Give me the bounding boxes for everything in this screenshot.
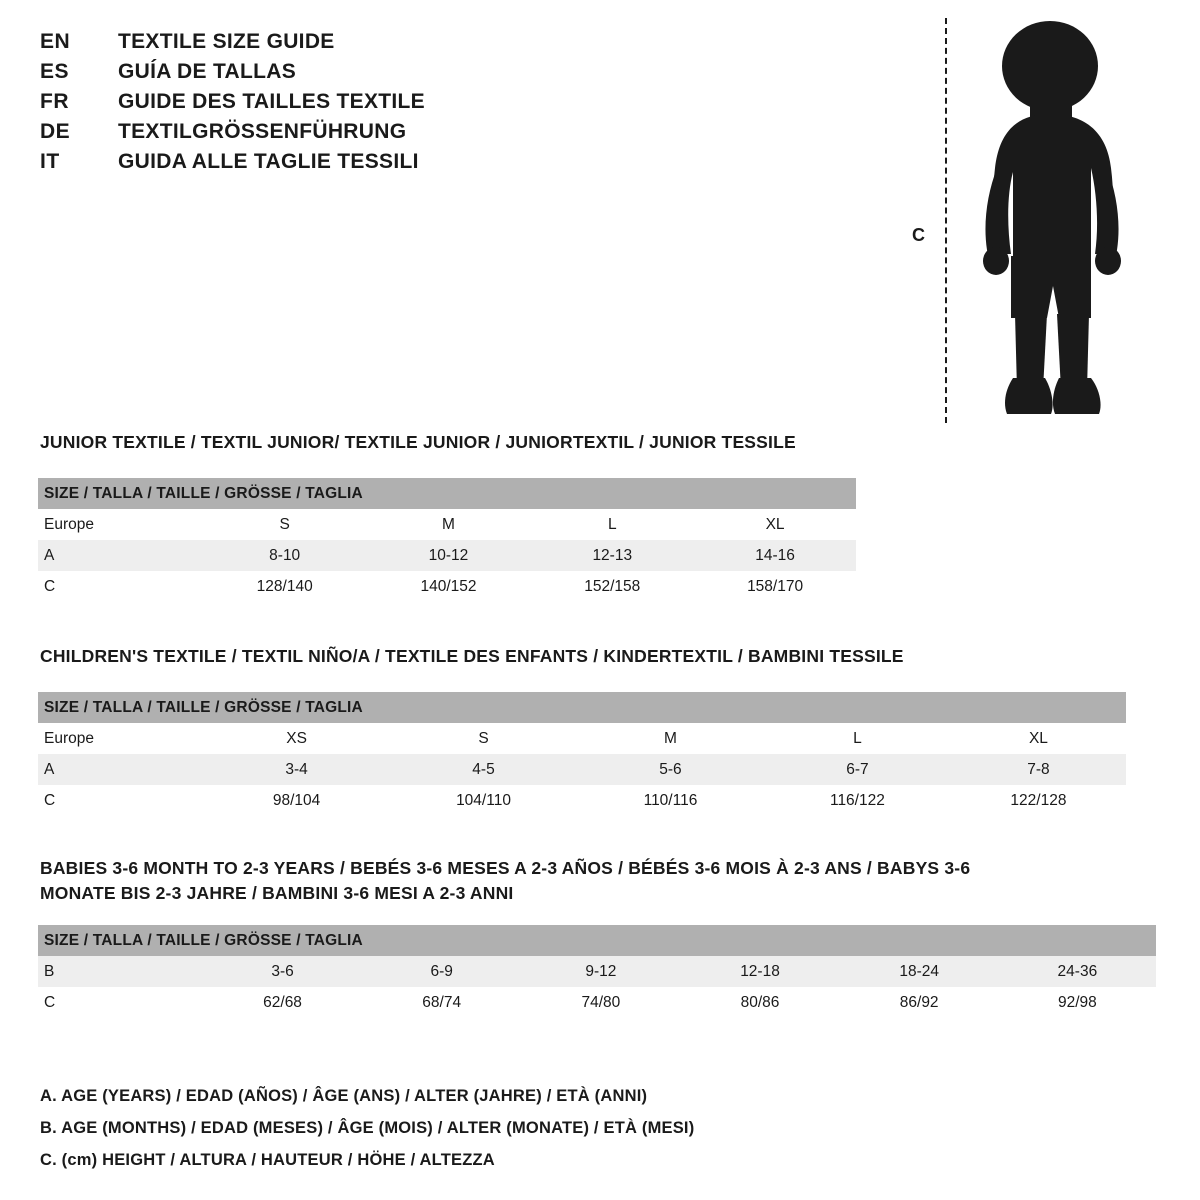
table-row xyxy=(38,571,856,602)
babies-row-c-v4: 86/92 xyxy=(840,987,999,1018)
junior-row-europe-label: Europe xyxy=(38,509,203,540)
babies-row-b-label: B xyxy=(38,956,203,987)
language-text-fr: GUIDE DES TAILLES TEXTILE xyxy=(118,90,425,113)
table-row xyxy=(38,956,1156,987)
junior-row-a-v2: 12-13 xyxy=(530,540,694,571)
height-figure xyxy=(900,10,1160,430)
babies-row-b-v5: 24-36 xyxy=(999,956,1156,987)
section-title-children: CHILDREN'S TEXTILE / TEXTIL NIÑO/A / TEXTILE DES ENFANTS / KINDERTEXTIL / BAMBINI TESSILE xyxy=(40,646,904,666)
babies-row-c-v2: 74/80 xyxy=(521,987,680,1018)
children-row-europe-v0: XS xyxy=(203,723,390,754)
junior-row-c-v0: 128/140 xyxy=(203,571,367,602)
babies-row-b-v4: 18-24 xyxy=(840,956,999,987)
babies-row-c-v0: 62/68 xyxy=(203,987,362,1018)
junior-row-europe-v2: L xyxy=(530,509,694,540)
children-row-a-v3: 6-7 xyxy=(764,754,951,785)
junior-row-europe-v1: M xyxy=(367,509,531,540)
junior-row-a-v0: 8-10 xyxy=(203,540,367,571)
junior-row-europe-v3: XL xyxy=(694,509,856,540)
junior-row-a-label: A xyxy=(38,540,203,571)
children-table-header: SIZE / TALLA / TAILLE / GRÖSSE / TAGLIA xyxy=(38,692,1126,723)
children-row-europe-v4: XL xyxy=(951,723,1126,754)
children-row-europe-v3: L xyxy=(764,723,951,754)
language-row-it xyxy=(40,150,560,174)
language-text-it: GUIDA ALLE TAGLIE TESSILI xyxy=(118,150,419,173)
language-row-es xyxy=(40,60,560,84)
babies-row-c-v5: 92/98 xyxy=(999,987,1156,1018)
children-row-a-label: A xyxy=(38,754,203,785)
language-row-en xyxy=(40,30,560,54)
junior-row-a-v3: 14-16 xyxy=(694,540,856,571)
children-row-a-v0: 3-4 xyxy=(203,754,390,785)
babies-row-b-v0: 3-6 xyxy=(203,956,362,987)
junior-row-c-v1: 140/152 xyxy=(367,571,531,602)
language-code-en: EN xyxy=(40,30,71,53)
babies-row-c-label: C xyxy=(38,987,203,1018)
table-row xyxy=(38,540,856,571)
language-code-es: ES xyxy=(40,60,70,83)
language-row-de xyxy=(40,120,560,144)
babies-row-c-v3: 80/86 xyxy=(680,987,839,1018)
junior-table-header-row xyxy=(38,478,856,509)
children-row-a-v1: 4-5 xyxy=(390,754,577,785)
junior-row-c-label: C xyxy=(38,571,203,602)
language-code-fr: FR xyxy=(40,90,69,113)
legend-item-a: A. AGE (YEARS) / EDAD (AÑOS) / ÂGE (ANS) / ALTER (JAHRE) / ETÀ (ANNI) xyxy=(40,1087,648,1105)
table-row xyxy=(38,987,1156,1018)
junior-size-table xyxy=(38,478,856,602)
table-row xyxy=(38,754,1126,785)
children-row-a-v2: 5-6 xyxy=(577,754,764,785)
children-row-europe-v1: S xyxy=(390,723,577,754)
children-size-table xyxy=(38,692,1126,816)
babies-table-header: SIZE / TALLA / TAILLE / GRÖSSE / TAGLIA xyxy=(38,925,1156,956)
babies-row-c-v1: 68/74 xyxy=(362,987,521,1018)
section-title-babies: BABIES 3-6 MONTH TO 2-3 YEARS / BEBÉS 3-6 MESES A 2-3 AÑOS / BÉBÉS 3-6 MOIS À 2-3 ANS / BABYS 3-6 MONATE BIS 2-3 JAHRE / BAMBINI 3-6 MESI A 2-3 ANNI xyxy=(40,858,971,904)
children-row-a-v4: 7-8 xyxy=(951,754,1126,785)
language-row-fr xyxy=(40,90,560,114)
children-table-header-row xyxy=(38,692,1126,723)
children-row-c-v1: 104/110 xyxy=(390,785,577,816)
language-header xyxy=(40,30,560,180)
height-dashed-line xyxy=(945,18,947,423)
legend xyxy=(40,1087,1140,1170)
children-row-c-v2: 110/116 xyxy=(577,785,764,816)
junior-row-europe-v0: S xyxy=(203,509,367,540)
junior-row-c-v2: 152/158 xyxy=(530,571,694,602)
children-row-c-v4: 122/128 xyxy=(951,785,1126,816)
language-text-en: TEXTILE SIZE GUIDE xyxy=(118,30,335,53)
babies-table-header-row xyxy=(38,925,1156,956)
legend-item-c: C. (cm) HEIGHT / ALTURA / HAUTEUR / HÖHE / ALTEZZA xyxy=(40,1151,495,1169)
children-row-c-v0: 98/104 xyxy=(203,785,390,816)
child-silhouette-icon xyxy=(955,18,1145,428)
children-row-europe-v2: M xyxy=(577,723,764,754)
language-text-de: TEXTILGRÖSSENFÜHRUNG xyxy=(118,120,407,143)
table-row xyxy=(38,785,1126,816)
children-row-c-v3: 116/122 xyxy=(764,785,951,816)
table-row xyxy=(38,723,1126,754)
children-row-c-label: C xyxy=(38,785,203,816)
babies-row-b-v3: 12-18 xyxy=(680,956,839,987)
children-row-europe-label: Europe xyxy=(38,723,203,754)
babies-row-b-v1: 6-9 xyxy=(362,956,521,987)
junior-table-header: SIZE / TALLA / TAILLE / GRÖSSE / TAGLIA xyxy=(38,478,856,509)
babies-row-b-v2: 9-12 xyxy=(521,956,680,987)
height-axis-label: C xyxy=(912,225,925,245)
babies-size-table xyxy=(38,925,1156,1018)
junior-row-a-v1: 10-12 xyxy=(367,540,531,571)
legend-item-b: B. AGE (MONTHS) / EDAD (MESES) / ÂGE (MOIS) / ALTER (MONATE) / ETÀ (MESI) xyxy=(40,1119,695,1137)
junior-row-c-v3: 158/170 xyxy=(694,571,856,602)
table-row xyxy=(38,509,856,540)
language-text-es: GUÍA DE TALLAS xyxy=(118,60,297,83)
language-code-de: DE xyxy=(40,120,71,143)
section-title-junior: JUNIOR TEXTILE / TEXTIL JUNIOR/ TEXTILE JUNIOR / JUNIORTEXTIL / JUNIOR TESSILE xyxy=(40,432,796,452)
language-code-it: IT xyxy=(40,150,60,173)
